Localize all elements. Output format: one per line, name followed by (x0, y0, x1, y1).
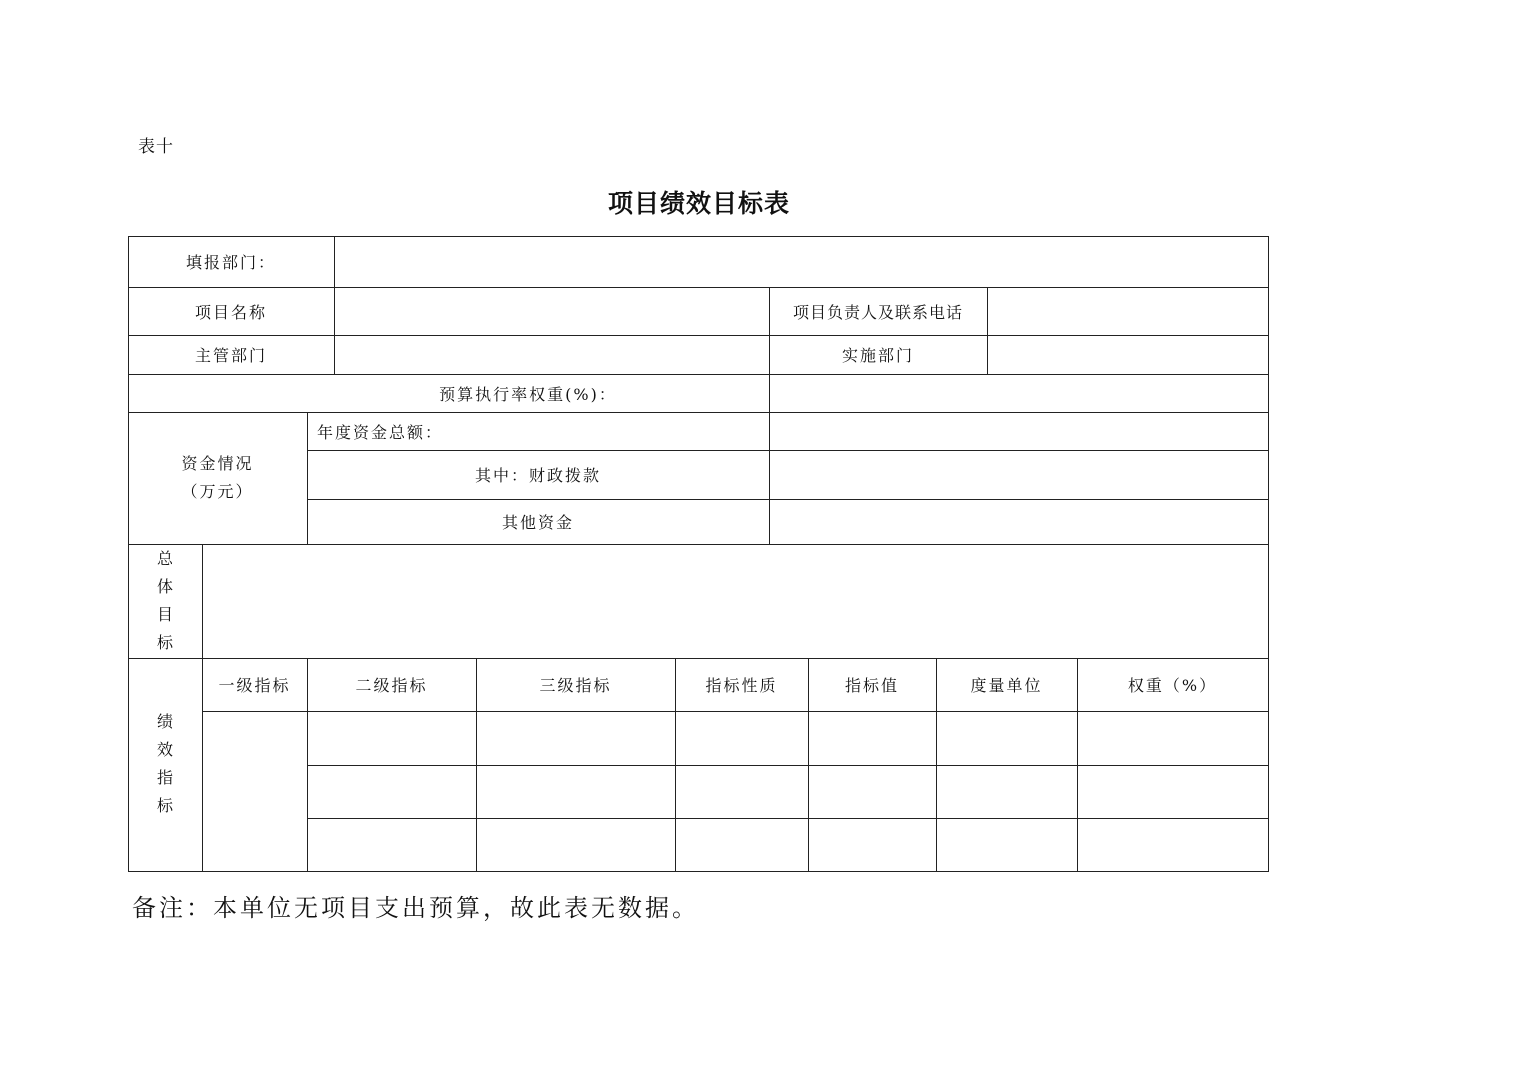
performance-char: 标 (156, 796, 173, 815)
funds-label (128, 412, 307, 544)
table-cell[interactable] (676, 819, 808, 871)
table-cell[interactable] (1078, 766, 1268, 818)
overall-goal-field[interactable] (203, 545, 1268, 658)
funds-label-line2: （万元） (181, 482, 254, 501)
table-cell[interactable] (1078, 712, 1268, 765)
annual-total-label: 年度资金总额： (317, 422, 444, 442)
implementing-dept-field[interactable] (988, 336, 1268, 374)
header-indicator-nature: 指标性质 (705, 676, 778, 695)
table-number: 表十 (138, 137, 174, 157)
page-title: 项目绩效目标表 (607, 189, 790, 218)
implementing-dept-label: 实施部门 (841, 346, 914, 365)
overall-goal-char: 体 (156, 577, 173, 596)
table-cell[interactable] (937, 766, 1077, 818)
table-cell[interactable] (676, 766, 808, 818)
performance-goal-table (128, 236, 1269, 872)
table-cell[interactable] (937, 819, 1077, 871)
table-cell[interactable] (1078, 819, 1268, 871)
table-cell[interactable] (477, 712, 675, 765)
level1-indicator-cell[interactable] (203, 712, 307, 871)
performance-indicator-label (128, 708, 202, 820)
table-cell[interactable] (676, 712, 808, 765)
project-leader-label: 项目负责人及联系电话 (792, 302, 963, 322)
header-level2-indicator: 二级指标 (355, 676, 428, 695)
fiscal-allocation-label: 其中：财政拨款 (474, 466, 601, 485)
table-cell[interactable] (477, 819, 675, 871)
annual-total-field[interactable] (770, 413, 1268, 450)
reporting-dept-field[interactable] (335, 237, 1268, 287)
table-cell[interactable] (937, 712, 1077, 765)
other-funds-label: 其他资金 (501, 513, 574, 532)
performance-char: 效 (156, 740, 173, 759)
table-cell[interactable] (809, 766, 936, 818)
table-border-right (1268, 236, 1269, 872)
header-level1-indicator: 一级指标 (218, 676, 291, 695)
table-border-bottom (128, 871, 1269, 872)
funds-label-line1: 资金情况 (181, 454, 254, 473)
fiscal-allocation-field[interactable] (770, 451, 1268, 499)
table-cell[interactable] (308, 712, 476, 765)
budget-rate-weight-field[interactable] (770, 375, 1268, 412)
project-name-label: 项目名称 (194, 302, 267, 322)
remark-note: 备注：本单位无项目支出预算，故此表无数据。 (132, 894, 699, 922)
overall-goal-char: 标 (156, 633, 173, 652)
overall-goal-label (128, 544, 202, 657)
budget-rate-weight-label: 预算执行率权重(%)： (439, 384, 617, 404)
overall-goal-char: 目 (156, 605, 173, 624)
table-cell[interactable] (809, 819, 936, 871)
table-cell[interactable] (809, 712, 936, 765)
header-weight-percent: 权重（%） (1127, 676, 1218, 695)
performance-char: 指 (156, 768, 173, 787)
header-indicator-value: 指标值 (844, 676, 899, 695)
other-funds-field[interactable] (770, 500, 1268, 544)
project-name-field[interactable] (335, 288, 769, 335)
competent-dept-label: 主管部门 (194, 346, 267, 365)
performance-char: 绩 (156, 712, 173, 731)
header-measure-unit: 度量单位 (970, 676, 1043, 695)
overall-goal-char: 总 (156, 549, 173, 568)
table-cell[interactable] (477, 766, 675, 818)
project-leader-field[interactable] (988, 288, 1268, 335)
table-cell[interactable] (308, 766, 476, 818)
competent-dept-field[interactable] (335, 336, 769, 374)
header-level3-indicator: 三级指标 (539, 676, 612, 695)
table-cell[interactable] (308, 819, 476, 871)
reporting-dept-label: 填报部门： (185, 253, 276, 272)
